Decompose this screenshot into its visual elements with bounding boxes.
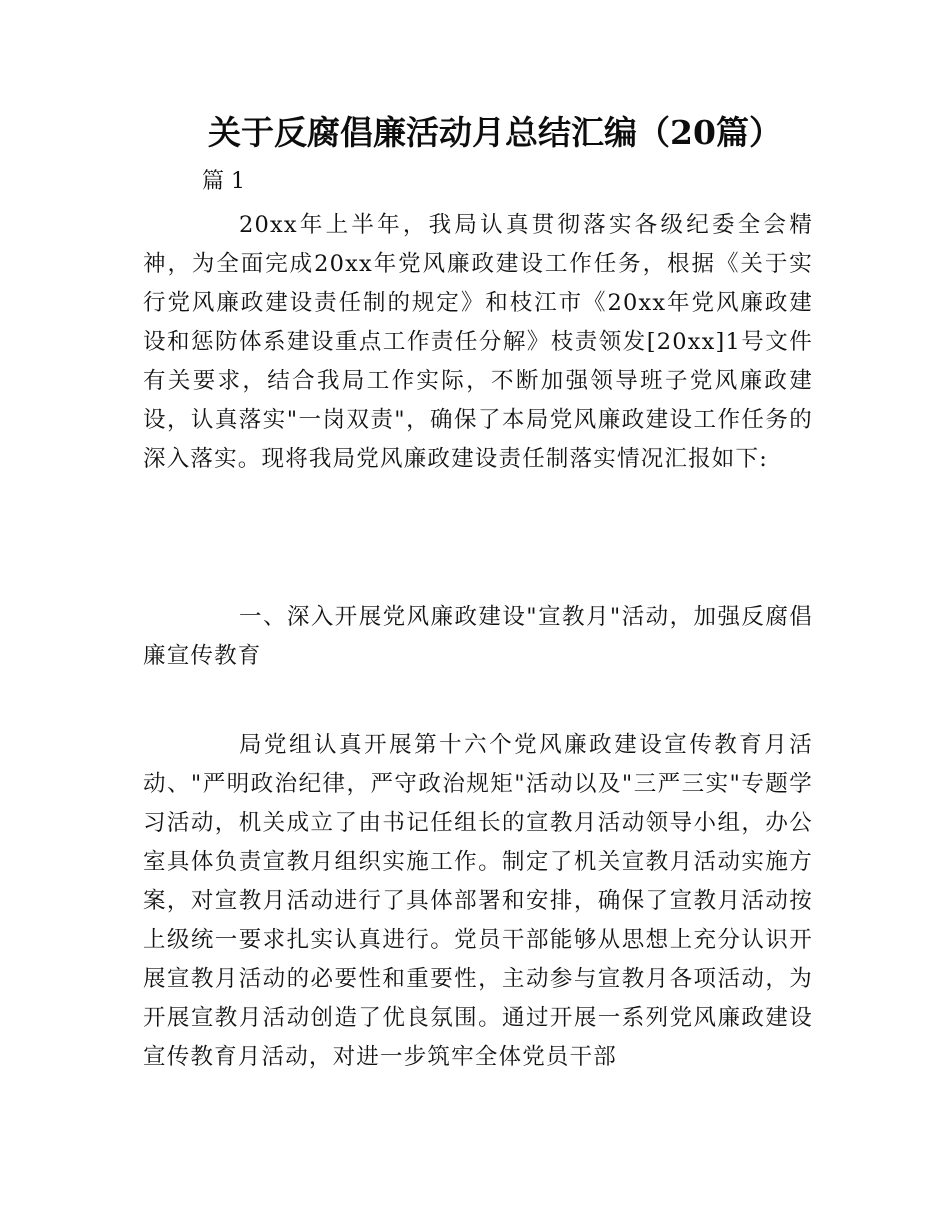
section-label: 篇 1 (202, 169, 245, 194)
paragraph-heading-1: 一、深入开展党风廉政建设"宣教月"活动，加强反腐倡廉宣传教育 (143, 604, 813, 669)
document-title: 关于反腐倡廉活动月总结汇编（20篇） (208, 113, 782, 152)
paragraph-body-1: 局党组认真开展第十六个党风廉政建设宣传教育月活动、"严明政治纪律，严守政治规矩"活动以及"三严三实"专题学习活动，机关成立了由书记任组长的宣教月活动领导小组，办公室具体负责宣教月组织实施工作。制定了机关宣教月活动实施方案，对宣教月活动进行了具体部署和安排，确保了宣教月活动按上级统一要求扎实认真进行。党员干部能够从思想上充分认识开展宣教月活动的必要性和重要性，主动参与宣教月各项活动，为开展宣教月活动创造了优良氛围。通过开展一系列党风廉政建设宣传教育月活动，对进一步筑牢全体党员干部 (143, 732, 813, 1070)
paragraph-intro: 20xx年上半年，我局认真贯彻落实各级纪委全会精神，为全面完成20xx年党风廉政建设工作任务，根据《关于实行党风廉政建设责任制的规定》和枝江市《20xx年党风廉政建设和惩防体系建设重点工作责任分解》枝责领发[20xx]1号文件有关要求，结合我局工作实际，不断加强领导班子党风廉政建设，认真落实"一岗双责"，确保了本局党风廉政建设工作任务的深入落实。现将我局党风廉政建设责任制落实情况汇报如下: (143, 212, 813, 472)
